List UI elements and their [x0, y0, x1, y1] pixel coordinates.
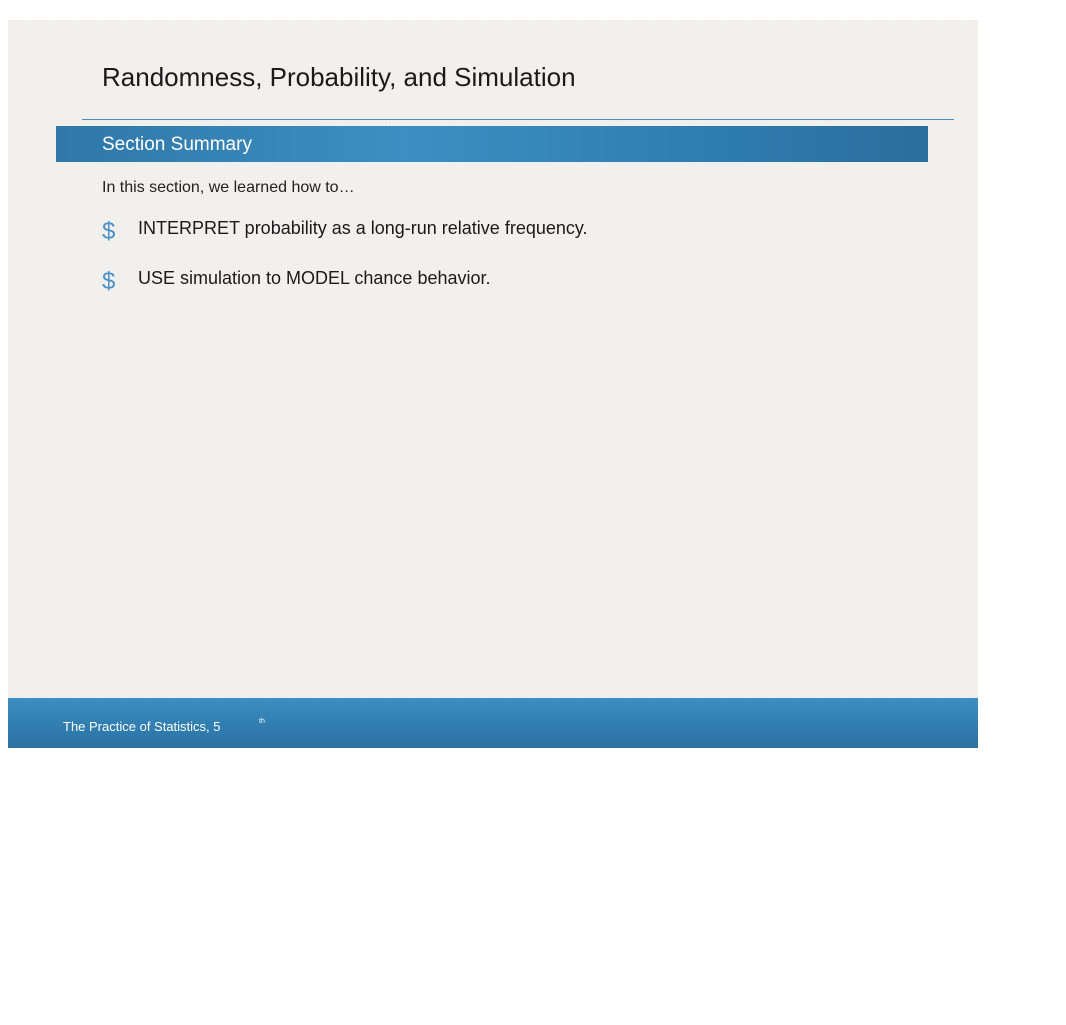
slide — [8, 20, 978, 748]
dollar-bullet-icon: $ — [102, 218, 116, 245]
footer-band — [8, 698, 978, 748]
dollar-bullet-icon: $ — [102, 268, 116, 295]
intro-text: In this section, we learned how to… — [102, 179, 355, 196]
title-divider — [82, 119, 954, 120]
footer-text: The Practice of Statistics, 5 — [63, 719, 221, 734]
bullet-text: USE simulation to MODEL chance behavior. — [138, 268, 491, 288]
footer-superscript: th — [259, 718, 265, 725]
section-header-band — [56, 126, 928, 162]
slide-title: Randomness, Probability, and Simulation — [102, 62, 576, 92]
bullet-text: INTERPRET probability as a long-run relative frequency. — [138, 218, 588, 238]
section-title: Section Summary — [102, 134, 252, 155]
